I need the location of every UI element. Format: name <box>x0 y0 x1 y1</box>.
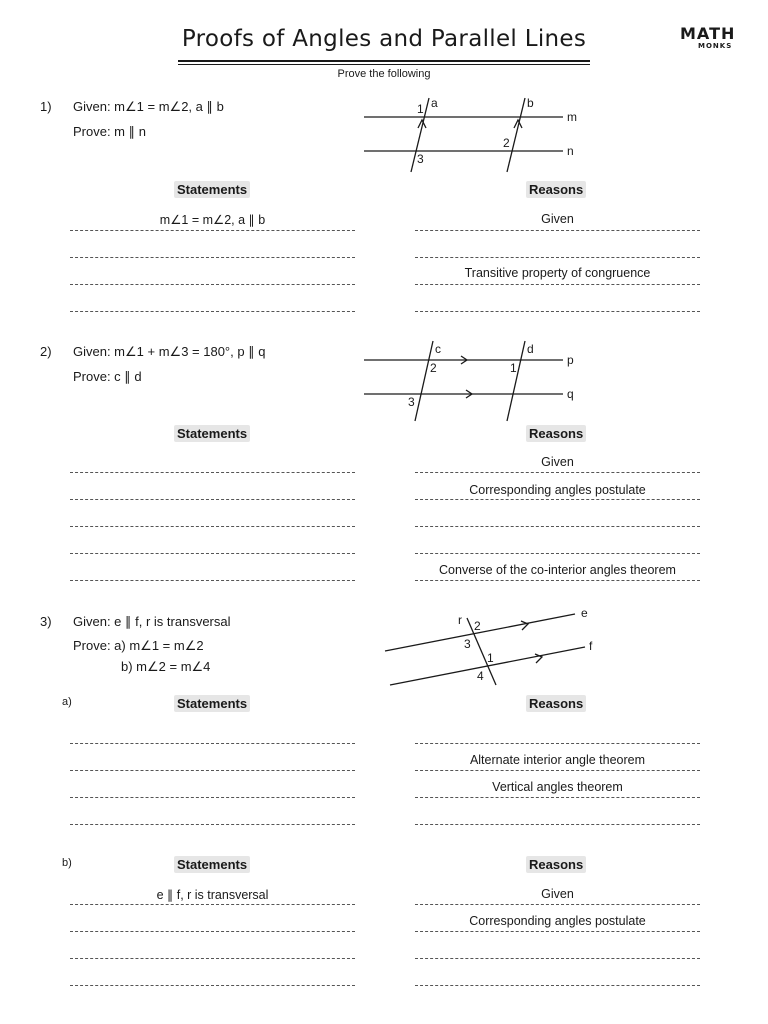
angle-2-label: 2 <box>474 619 481 633</box>
part-a-label: a) <box>62 696 72 708</box>
reason-line[interactable] <box>415 770 700 771</box>
label-m: m <box>567 110 577 124</box>
reason-line[interactable] <box>415 958 700 959</box>
statement-line[interactable] <box>70 797 355 798</box>
transversal-c <box>415 341 433 421</box>
reason-line[interactable] <box>415 824 700 825</box>
problem-1-number: 1) <box>40 99 52 114</box>
statements-header: Statements <box>174 181 250 198</box>
statement-line[interactable] <box>70 472 355 473</box>
problem-3-prove: Prove: a) m∠1 = m∠2 <box>73 638 204 653</box>
angle-3-label: 3 <box>417 152 424 166</box>
problem-1-given: Given: m∠1 = m∠2, a ∥ b <box>73 99 224 114</box>
problem-1-prove: Prove: m ∥ n <box>73 124 146 139</box>
problem-3-number: 3) <box>40 614 52 629</box>
brand-logo <box>680 26 750 51</box>
reason-text: Alternate interior angle theorem <box>469 753 646 767</box>
logo-wordmark: MATH <box>680 24 736 43</box>
reasons-header: Reasons <box>526 181 586 198</box>
arrow-e-icon <box>521 621 528 630</box>
reason-line[interactable] <box>415 904 700 905</box>
reason-text: Converse of the co-interior angles theorem <box>439 563 676 577</box>
label-b: b <box>527 96 534 110</box>
transversal-d <box>507 341 525 421</box>
reason-text: Corresponding angles postulate <box>469 483 646 497</box>
label-r: r <box>458 613 462 627</box>
statement-line[interactable] <box>70 985 355 986</box>
statement-text: e ∥ f, r is transversal <box>156 888 269 902</box>
problem-3-given: Given: e ∥ f, r is transversal <box>73 614 231 629</box>
reason-line[interactable] <box>415 257 700 258</box>
reasons-header: Reasons <box>526 425 586 442</box>
problem-3-figure <box>380 603 605 693</box>
label-p: p <box>567 353 574 367</box>
reason-line[interactable] <box>415 526 700 527</box>
reason-line[interactable] <box>415 985 700 986</box>
reason-line[interactable] <box>415 230 700 231</box>
logo-subtext: MONKS <box>698 42 733 50</box>
problem-1-figure <box>355 90 595 175</box>
label-n: n <box>567 144 574 158</box>
statement-line[interactable] <box>70 499 355 500</box>
statement-line[interactable] <box>70 580 355 581</box>
reason-text: Corresponding angles postulate <box>469 914 646 928</box>
statements-header: Statements <box>174 425 250 442</box>
label-f: f <box>589 639 593 653</box>
statement-line[interactable] <box>70 904 355 905</box>
label-d: d <box>527 342 534 356</box>
reason-line[interactable] <box>415 743 700 744</box>
statement-line[interactable] <box>70 931 355 932</box>
problem-2-figure <box>355 337 595 427</box>
reason-text: Given <box>541 455 574 469</box>
statements-header: Statements <box>174 856 250 873</box>
transversal-b <box>507 98 525 172</box>
statement-line[interactable] <box>70 311 355 312</box>
reason-text: Given <box>541 887 574 901</box>
title-underline <box>178 60 590 62</box>
angle-2-label: 2 <box>430 361 437 375</box>
reason-line[interactable] <box>415 797 700 798</box>
reason-text: Vertical angles theorem <box>492 780 623 794</box>
reason-line[interactable] <box>415 311 700 312</box>
label-e: e <box>581 606 588 620</box>
statement-line[interactable] <box>70 824 355 825</box>
problem-3-prove-b: b) m∠2 = m∠4 <box>121 659 211 674</box>
label-a: a <box>431 96 438 110</box>
reasons-header: Reasons <box>526 856 586 873</box>
statement-text: m∠1 = m∠2, a ∥ b <box>159 213 266 227</box>
problem-2-prove: Prove: c ∥ d <box>73 369 142 384</box>
label-q: q <box>567 387 574 401</box>
angle-2-label: 2 <box>503 136 510 150</box>
reason-line[interactable] <box>415 472 700 473</box>
angle-1-label: 1 <box>510 361 517 375</box>
angle-1-label: 1 <box>487 651 494 665</box>
angle-1-label: 1 <box>417 102 424 116</box>
statement-line[interactable] <box>70 526 355 527</box>
statement-line[interactable] <box>70 230 355 231</box>
angle-4-label: 4 <box>477 669 484 683</box>
reason-line[interactable] <box>415 284 700 285</box>
part-b-label: b) <box>62 857 72 869</box>
problem-2-number: 2) <box>40 344 52 359</box>
reasons-header: Reasons <box>526 695 586 712</box>
reason-line[interactable] <box>415 580 700 581</box>
reason-line[interactable] <box>415 931 700 932</box>
reason-text: Transitive property of congruence <box>464 266 651 280</box>
reason-text: Given <box>541 212 574 226</box>
label-c: c <box>435 342 441 356</box>
angle-3-label: 3 <box>408 395 415 409</box>
reason-line[interactable] <box>415 553 700 554</box>
statement-line[interactable] <box>70 284 355 285</box>
statement-line[interactable] <box>70 553 355 554</box>
problem-2-given: Given: m∠1 + m∠3 = 180°, p ∥ q <box>73 344 266 359</box>
angle-3-label: 3 <box>464 637 471 651</box>
title-underline-thin <box>178 64 590 65</box>
reason-line[interactable] <box>415 499 700 500</box>
statement-line[interactable] <box>70 257 355 258</box>
statement-line[interactable] <box>70 743 355 744</box>
statement-line[interactable] <box>70 770 355 771</box>
page-title: Proofs of Angles and Parallel Lines <box>181 26 587 52</box>
statements-header: Statements <box>174 695 250 712</box>
page-subtitle: Prove the following <box>337 68 431 80</box>
statement-line[interactable] <box>70 958 355 959</box>
